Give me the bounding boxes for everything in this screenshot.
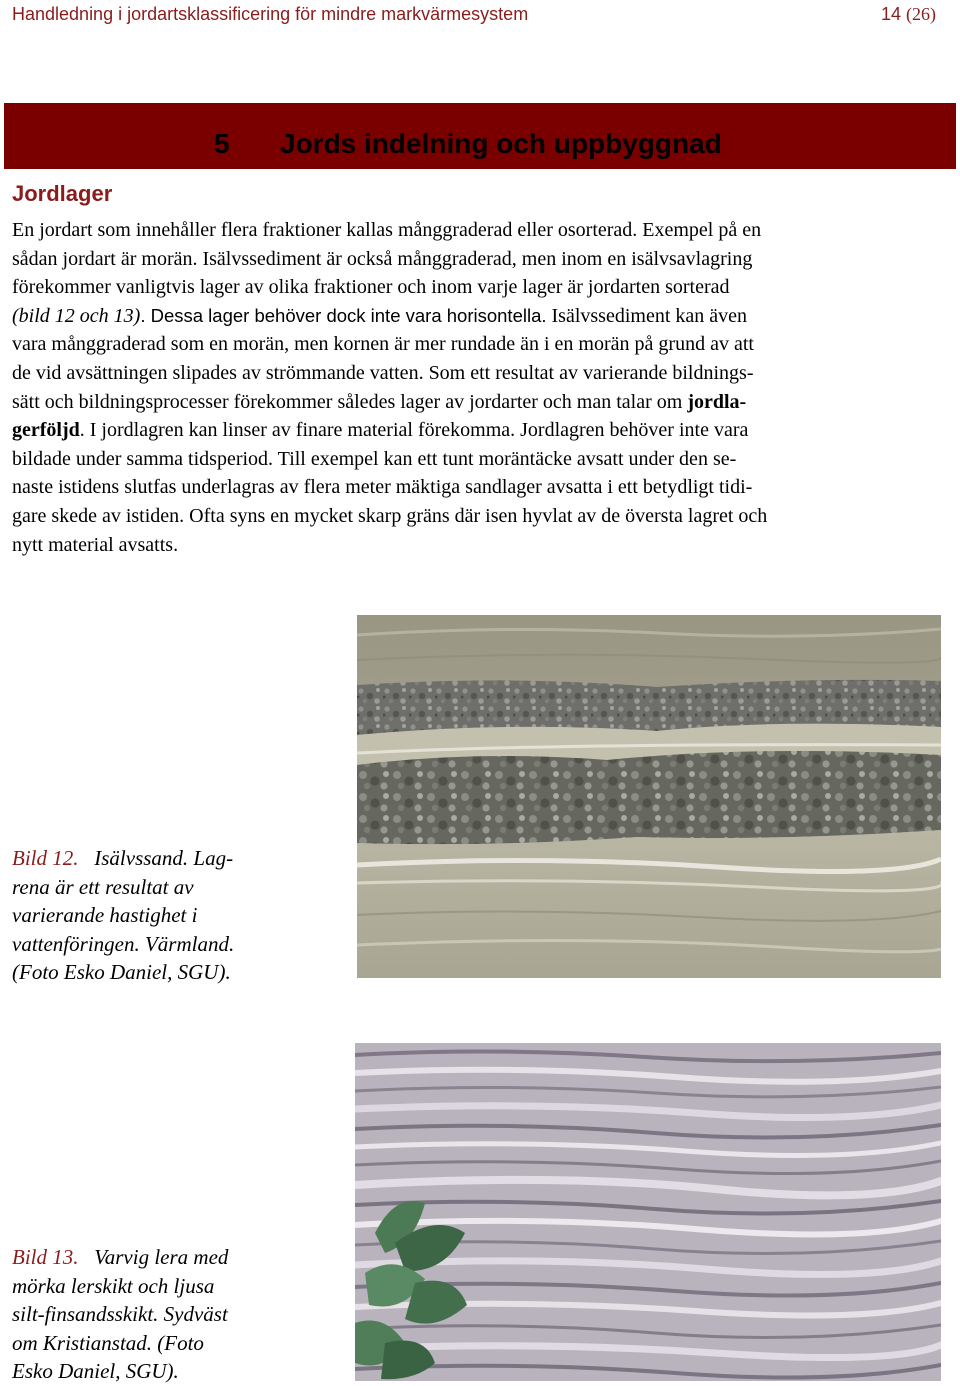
body-line: gare skede av istiden. Ofta syns en mycket skarp gräns där isen hyvlat av de översta lagret och: [12, 504, 768, 527]
body-line: naste istidens slutfas underlagras av flera meter mäktiga sandlager avsatta i ett betydligt tidi-: [12, 476, 753, 499]
figure-caption-13: [12, 1243, 342, 1386]
body-line: [12, 245, 952, 274]
page-total: (26): [906, 4, 936, 24]
body-line: de vid avsättningen slipades av strömmande vatten. Som ett resultat av varierande bildnings-: [12, 361, 754, 384]
body-text-run: sådan jordart är morän.: [12, 247, 198, 270]
body-line: [12, 388, 952, 417]
body-line: [12, 302, 952, 331]
term-bold: gerföljd: [12, 419, 80, 442]
chapter-title-text: Jords indelning och uppbyggnad: [280, 128, 722, 159]
photo-glaciofluvial-sand: [357, 615, 941, 978]
caption-line: [12, 1243, 342, 1272]
caption-line: Esko Daniel, SGU).: [12, 1359, 179, 1383]
caption-line: mörka lerskikt och ljusa: [12, 1273, 215, 1298]
running-header: [12, 4, 936, 28]
chapter-number: 5: [214, 128, 230, 159]
page-current: 14: [880, 4, 901, 24]
body-line: vara månggraderad som en morän, men kornen är mer rundade än i en morän på grund av att: [12, 333, 754, 356]
caption-line: vattenföringen. Värmland.: [12, 931, 235, 956]
body-text-run: sätt och bildningsprocesser förekommer således lager av jordarter och man talar om: [12, 390, 688, 413]
chapter-title: [214, 128, 722, 160]
section-heading: Jordlager: [12, 181, 113, 206]
body-paragraph: [12, 216, 952, 559]
body-line: [12, 416, 952, 445]
caption-line: (Foto Esko Daniel, SGU).: [12, 960, 231, 984]
figure-label: Bild 12.: [12, 846, 79, 870]
body-line: förekommer vanligtvis lager av olika fraktioner och inom varje lager är jordarten sorterad: [12, 276, 730, 299]
photo-varved-clay: [355, 1043, 941, 1381]
figure-reference: (bild 12 och 13): [12, 304, 141, 327]
body-line: bildade under samma tidsperiod. Till exempel kan ett tunt moräntäcke avsatt under den se-: [12, 447, 737, 470]
document-title: Handledning i jordartsklassificering för mindre markvärmesystem: [12, 4, 529, 24]
caption-line: om Kristianstad. (Foto: [12, 1330, 204, 1355]
figure-label: Bild 13.: [12, 1245, 79, 1269]
body-text-run: Isälvssediment är också månggraderad, men inom en isälvsavlagring: [197, 247, 753, 270]
caption-line: varierande hastighet i: [12, 903, 198, 927]
caption-text: Varvig lera med: [94, 1245, 229, 1269]
caption-text: Isälvssand. Lag-: [94, 846, 234, 870]
figure-caption-12: [12, 844, 342, 987]
body-line: nytt material avsatts.: [12, 533, 179, 556]
page-number: [881, 4, 936, 25]
term-bold: jordla-: [687, 390, 747, 413]
caption-line: [12, 844, 342, 873]
body-text-run: . I jordlagren kan linser av finare material förekomma. Jordlagren behöver inte vara: [79, 419, 749, 442]
caption-line: silt-finsandsskikt. Sydväst: [12, 1302, 228, 1326]
body-line: En jordart som innehåller flera fraktioner kallas månggraderad eller osorterad. Exempel på en: [12, 219, 762, 241]
caption-line: rena är ett resultat av: [12, 874, 194, 899]
body-text-run: . Dessa lager behöver dock inte vara horisontella.: [140, 304, 547, 326]
body-text-run: Isälvssediment kan även: [546, 304, 748, 327]
